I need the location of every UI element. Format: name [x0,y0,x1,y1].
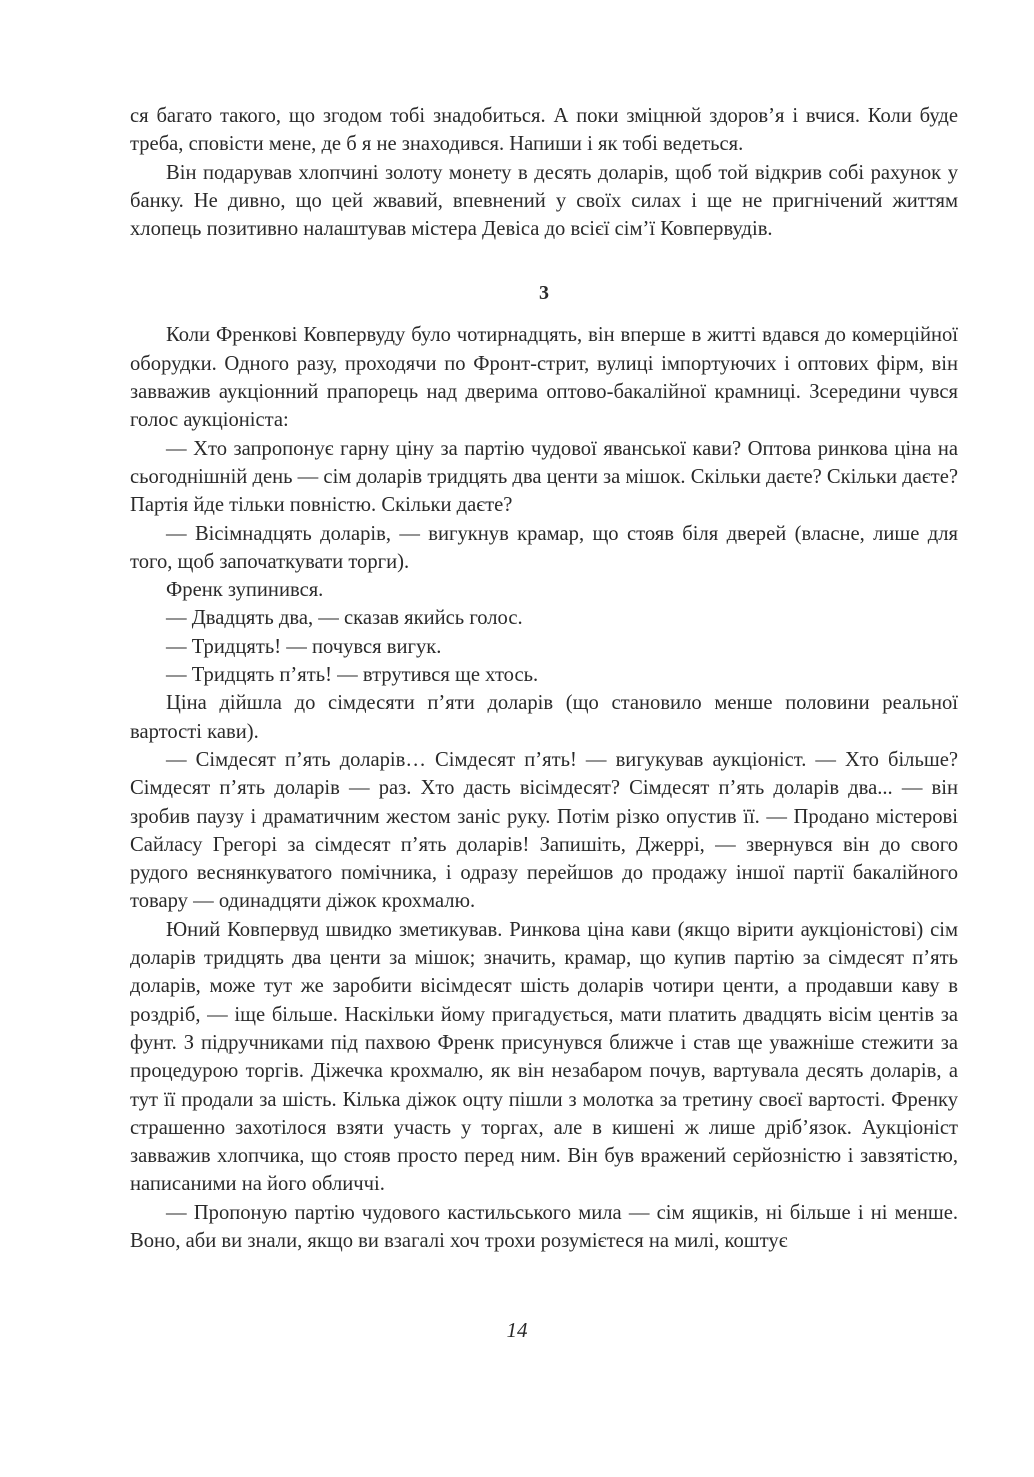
page-body [130,102,958,1255]
paragraph: ся багато такого, що згодом тобі знадобиться. А поки зміцнюй здоров’я і вчися. Коли буде треба, сповісти мене, де б я не знаходився. Напиши і як тобі ведеться. [130,105,958,156]
paragraph: — Тридцять! — почувся вигук. [166,635,442,658]
paragraph: — Вісімнадцять доларів, — вигукнув крамар, що стояв біля дверей (власне, лише для того, щоб започаткувати торги). [130,522,958,573]
paragraph: Коли Френкові Ковпервуду було чотирнадцять, він вперше в житті вдався до комерційної оборудки. Одного разу, проходячи по Фронт-стрит, вулиці імпортуючих і оптових фірм, він завважив аукціонний прапорець над дверима оптово-бакалійної крамниці. Зсередини чувся голос аукціоніста: [130,324,958,432]
paragraph: Френк зупинився. [166,579,324,602]
paragraph: — Пропоную партію чудового кастильського мила — сім ящиків, ні більше і ні менше. Воно, аби ви знали, якщо ви взагалі хоч трохи розумієтеся на милі, коштує [130,1201,958,1252]
paragraph: Він подарував хлопчині золоту монету в десять доларів, щоб той відкрив собі рахунок у банку. Не дивно, що цей жвавий, впевнений у своїх силах і ще не пригнічений життям хлопець позитивно налаштував містера Девіса до всієї сім’ї Ковпервудів. [130,161,958,241]
paragraph: — Хто запропонує гарну ціну за партію чудової яванської кави? Оптова ринкова ціна на сьогоднішній день — сім доларів тридцять два центи за мішок. Скільки даєте? Скільки даєте? Партія йде тільки повністю. Скільки даєте? [130,437,958,517]
paragraph: Ціна дійшла до сімдесяти п’яти доларів (що становило менше половини реальної вартості кави). [130,692,958,743]
paragraph: Юний Ковпервуд швидко зметикував. Ринкова ціна кави (якщо вірити аукціоністові) сім доларів тридцять два центи за мішок; значить, крамар, що купив партію за сімдесят п’ять доларів, може тут же заробити вісімдесят шість доларів чотири центи, а продавши каву в роздріб, — іще більше. Наскільки йому пригадується, мати платить двадцять вісім центів за фунт. З підручниками під пахвою Френк присунувся ближче і став ще уважніше стежити за процедурою торгів. Діжечка крохмалю, як він незабаром почув, вартувала десять доларів, а тут її продали за шість. Кілька діжок оцту пішли з молотка за третину своєї вартості. Френку страшенно захотілося взяти участь у торгах, але в кишені ж лише дріб’язок. Аукціоніст завважив хлопчика, що стояв просто перед ним. Він був вражений серйозністю і завзятістю, написаними на його обличчі. [130,918,958,1196]
paragraph: — Тридцять п’ять! — втрутився ще хтось. [166,664,539,687]
paragraph: — Двадцять два, — сказав якийсь голос. [166,607,523,630]
chapter-number: 3 [539,282,549,305]
paragraph: — Сімдесят п’ять доларів… Сімдесят п’ять! — вигукував аукціоніст. — Хто більше? Сімдесят п’ять доларів — раз. Хто дасть вісімдесят? Сімдесят п’ять доларів два... — він зробив паузу і драматичним жестом заніс руку. Потім різко опустив її. — Продано містерові Сайласу Грегорі за сімдесят п’ять доларів! Запишіть, Джеррі, — звернувся він до свого рудого веснянкуватого помічника, і одразу перейшов до продажу іншої партії бакалійного товару — одинадцяти діжок крохмалю. [130,748,958,913]
page-number: 14 [506,1318,528,1342]
